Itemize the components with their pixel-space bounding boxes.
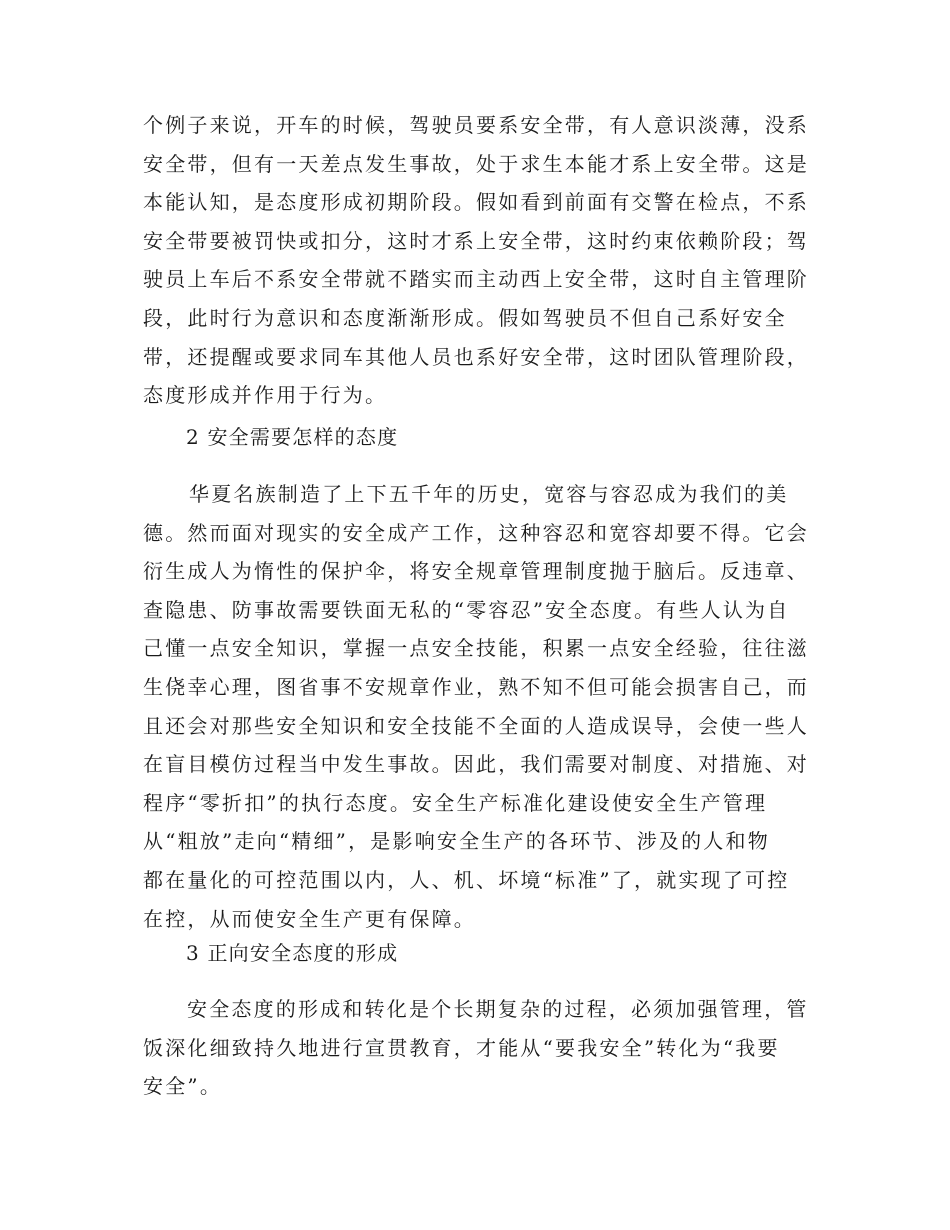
paragraph-line: 安全态度的形成和转化是个长期复杂的过程，必须加强管理，管 [187, 997, 809, 1021]
paragraph-line: 程序“零折扣”的执行态度。安全生产标准化建设使安全生产管理 [143, 790, 768, 815]
paragraph-seatbelt-example [143, 106, 809, 415]
paragraph-line: 段，此时行为意识和态度渐渐形成。假如驾驶员不但自己系好安全 [143, 305, 787, 330]
paragraph-line: 带，还提醒或要求同车其他人员也系好安全带，这时团队管理阶段， [143, 344, 809, 369]
paragraph-line: 生侥幸心理，图省事不安规章作业，熟不知不但可能会损害自己，而 [143, 674, 809, 699]
paragraph-line: 且还会对那些安全知识和安全技能不全面的人造成误导，会使一些人 [143, 713, 809, 738]
paragraph-line: 饭深化细致持久地进行宣贯教育，才能从“要我安全”转化为“我要 [143, 1035, 780, 1060]
paragraph-line: 态度形成并作用于行为。 [143, 383, 388, 408]
paragraph-line: 衍生成人为惰性的保护伞，将安全规章管理制度抛于脑后。反违章、 [143, 559, 809, 584]
paragraph-zero-tolerance [143, 475, 809, 938]
paragraph-line: 本能认知，是态度形成初期阶段。假如看到前面有交警在检点，不系 [143, 190, 809, 215]
paragraph-line: 查隐患、防事故需要铁面无私的“零容忍”安全态度。有些人认为自 [143, 597, 790, 622]
section-heading-2: 2 安全需要怎样的态度 [186, 425, 399, 449]
paragraph-line: 都在量化的可控范围以内，人、机、坏境“标准”了，就实现了可控 [143, 867, 790, 892]
paragraph-line: 己懂一点安全知识，掌握一点安全技能，积累一点安全经验，往往滋 [143, 636, 809, 661]
paragraph-line: 安全带，但有一天差点发生事故，处于求生本能才系上安全带。这是 [143, 151, 809, 176]
paragraph-line: 从“粗放”走向“精细”，是影响安全生产的各环节、涉及的人和物 [143, 829, 770, 854]
paragraph-attitude-formation [143, 990, 809, 1106]
paragraph-line: 在控，从而使安全生产更有保障。 [143, 906, 476, 931]
paragraph-line: 安全”。 [143, 1074, 223, 1099]
paragraph-line: 德。然而面对现实的安全成产工作，这种容忍和宽容却要不得。它会 [143, 520, 809, 545]
section-heading-3: 3 正向安全态度的形成 [186, 941, 399, 965]
paragraph-line: 华夏名族制造了上下五千年的历史，宽容与容忍成为我们的美 [189, 482, 789, 506]
paragraph-line: 安全带要被罚快或扣分，这时才系上安全带，这时约束依赖阶段；驾 [143, 228, 809, 253]
paragraph-line: 个例子来说，开车的时候，驾驶员要系安全带，有人意识淡薄，没系 [143, 113, 809, 137]
paragraph-line: 在盲目模仿过程当中发生事故。因此，我们需要对制度、对措施、对 [143, 752, 809, 777]
paragraph-line: 驶员上车后不系安全带就不踏实而主动西上安全带，这时自主管理阶 [143, 267, 809, 292]
